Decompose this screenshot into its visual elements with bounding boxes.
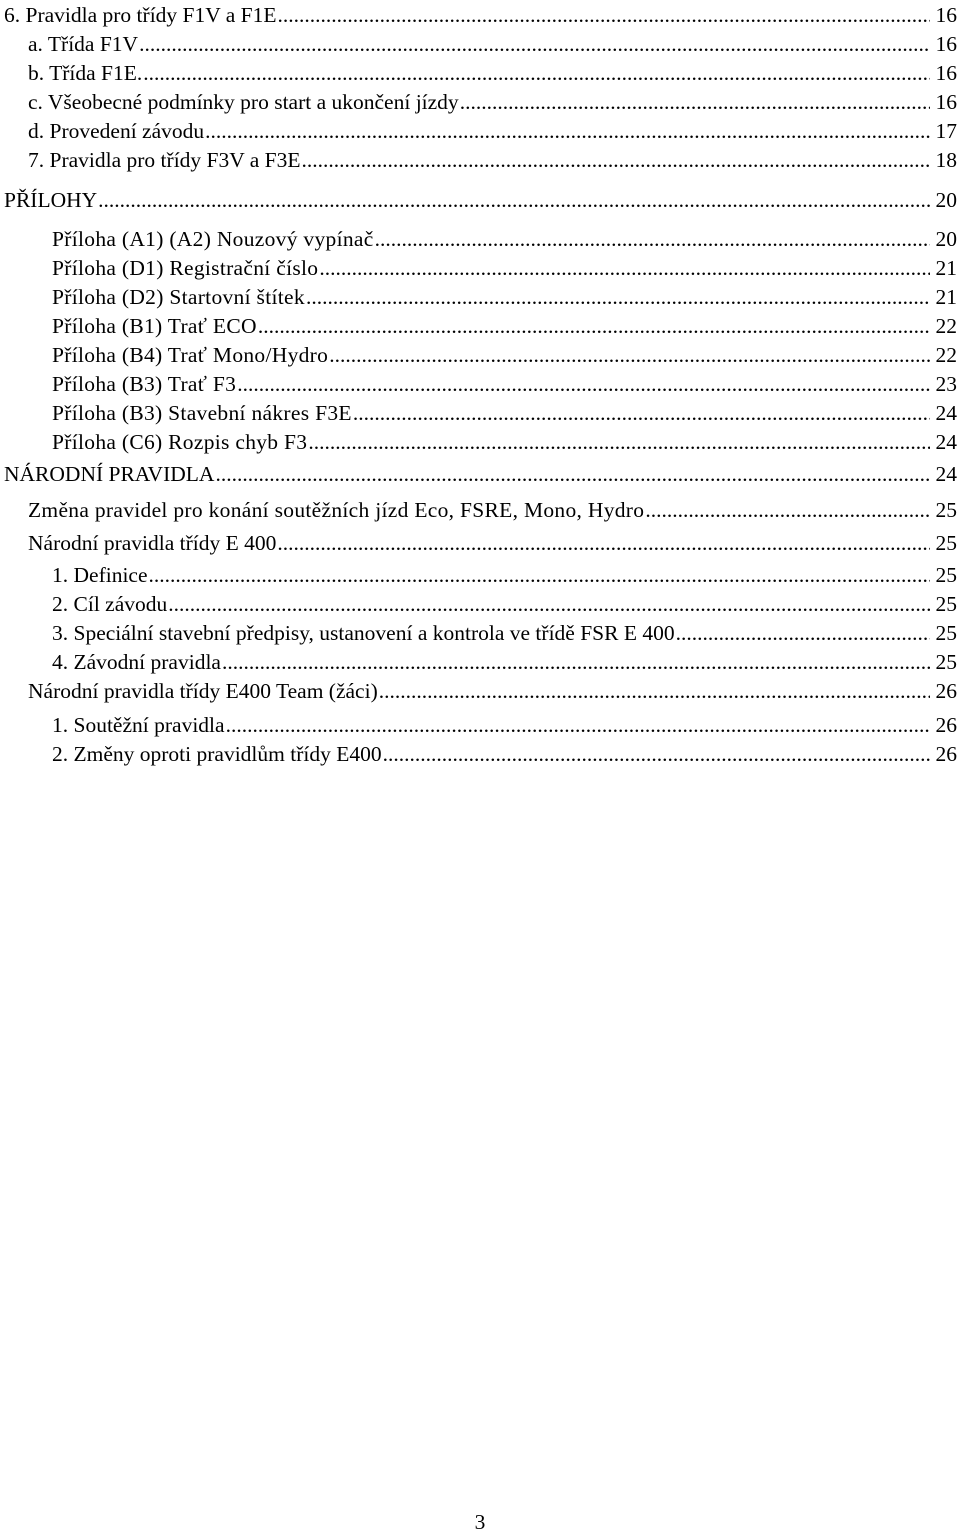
toc-entry-label: Příloha (B1) Trať ECO xyxy=(52,314,257,338)
toc-entry-label: Příloha (D1) Registrační číslo xyxy=(52,256,319,280)
toc-leader-dots xyxy=(143,60,930,86)
toc-entry[interactable] xyxy=(52,712,957,738)
toc-entry-page: 16 xyxy=(935,32,957,56)
toc-entry-label: Příloha (A1) (A2) Nouzový vypínač xyxy=(52,227,374,251)
toc-leader-dots xyxy=(168,591,930,617)
toc-entry[interactable] xyxy=(52,429,957,455)
toc-leader-dots xyxy=(319,255,930,281)
toc-entry-label: 1. Soutěžní pravidla xyxy=(52,713,225,737)
toc-leader-dots xyxy=(215,461,930,487)
toc-leader-dots xyxy=(460,89,930,115)
toc-entry-page: 16 xyxy=(935,3,957,27)
toc-entry-page: 24 xyxy=(935,401,957,425)
toc-entry[interactable] xyxy=(4,187,957,213)
toc-entry[interactable] xyxy=(28,89,957,115)
toc-leader-dots xyxy=(277,530,930,556)
toc-entry-label: Příloha (D2) Startovní štítek xyxy=(52,285,305,309)
toc-entry-page: 20 xyxy=(935,188,957,212)
toc-entry[interactable] xyxy=(52,649,957,675)
toc-entry-page: 16 xyxy=(935,61,957,85)
toc-leader-dots xyxy=(379,678,930,704)
page-number: 3 xyxy=(474,1510,486,1534)
toc-entry-label: a. Třída F1V xyxy=(28,32,139,56)
toc-entry-label: 1. Definice xyxy=(52,563,148,587)
toc-entry[interactable] xyxy=(28,31,957,57)
toc-entry-label: 7. Pravidla pro třídy F3V a F3E xyxy=(28,148,301,172)
toc-entry-label: d. Provedení závodu xyxy=(28,119,205,143)
toc-entry-page: 25 xyxy=(935,592,957,616)
toc-entry[interactable] xyxy=(28,118,957,144)
toc-entry-label: 2. Cíl závodu xyxy=(52,592,168,616)
toc-leader-dots xyxy=(222,649,930,675)
toc-leader-dots xyxy=(306,284,930,310)
toc-entry[interactable] xyxy=(52,371,957,397)
toc-entry[interactable] xyxy=(52,591,957,617)
toc-entry-label: 6. Pravidla pro třídy F1V a F1E xyxy=(4,3,277,27)
toc-entry[interactable] xyxy=(52,342,957,368)
toc-entry-page: 25 xyxy=(935,531,957,555)
toc-entry[interactable] xyxy=(28,497,957,523)
toc-entry-label: Příloha (B4) Trať Mono/Hydro xyxy=(52,343,329,367)
toc-entry[interactable] xyxy=(52,562,957,588)
toc-leader-dots xyxy=(278,2,930,28)
toc-entry[interactable] xyxy=(28,60,957,86)
toc-entry[interactable] xyxy=(4,2,957,28)
toc-leader-dots xyxy=(329,342,930,368)
toc-entry[interactable] xyxy=(52,284,957,310)
toc-entry-page: 20 xyxy=(935,227,957,251)
toc-leader-dots xyxy=(139,31,930,57)
toc-entry-page: 18 xyxy=(935,148,957,172)
toc-entry[interactable] xyxy=(52,400,957,426)
toc-entry-page: 24 xyxy=(935,462,957,486)
toc-leader-dots xyxy=(375,226,930,252)
toc-entry-page: 25 xyxy=(935,563,957,587)
toc-entry-label: Národní pravidla třídy E400 Team (žáci) xyxy=(28,679,378,703)
toc-entry[interactable] xyxy=(52,620,957,646)
toc-entry[interactable] xyxy=(28,147,957,173)
toc-leader-dots xyxy=(149,562,930,588)
toc-entry-page: 23 xyxy=(935,372,957,396)
toc-entry-page: 26 xyxy=(935,679,957,703)
toc-entry-label: 2. Změny oproti pravidlům třídy E400 xyxy=(52,742,382,766)
toc-entry-label: Příloha (B3) Trať F3 xyxy=(52,372,237,396)
toc-entry-page: 25 xyxy=(935,621,957,645)
toc-entry-page: 26 xyxy=(935,742,957,766)
toc-entry[interactable] xyxy=(28,530,957,556)
toc-entry-page: 21 xyxy=(935,285,957,309)
toc-leader-dots xyxy=(676,620,930,646)
toc-entry-page: 22 xyxy=(935,343,957,367)
toc-entry-label: 3. Speciální stavební předpisy, ustanovení a kontrola ve třídě FSR E 400 xyxy=(52,621,675,645)
toc-leader-dots xyxy=(308,429,930,455)
toc-entry-page: 17 xyxy=(935,119,957,143)
toc-entry-label: 4. Závodní pravidla xyxy=(52,650,221,674)
toc-entry-page: 26 xyxy=(935,713,957,737)
toc-leader-dots xyxy=(302,147,930,173)
toc-entry-page: 22 xyxy=(935,314,957,338)
toc-entry[interactable] xyxy=(52,255,957,281)
toc-entry[interactable] xyxy=(52,226,957,252)
toc-entry[interactable] xyxy=(52,741,957,767)
toc-leader-dots xyxy=(237,371,930,397)
toc-leader-dots xyxy=(383,741,930,767)
toc-entry-label: Národní pravidla třídy E 400 xyxy=(28,531,277,555)
toc-entry-page: 25 xyxy=(935,650,957,674)
toc-entry-page: 25 xyxy=(935,498,957,522)
toc-entry[interactable] xyxy=(52,313,957,339)
toc-entry-label: PŘÍLOHY xyxy=(4,188,98,212)
toc-entry-page: 24 xyxy=(935,430,957,454)
toc-leader-dots xyxy=(645,497,930,523)
toc-entry[interactable] xyxy=(4,461,957,487)
toc-leader-dots xyxy=(258,313,930,339)
toc-entry-label: Změna pravidel pro konání soutěžních jízd Eco, FSRE, Mono, Hydro xyxy=(28,498,645,522)
toc-entry-label: b. Třída F1E. xyxy=(28,61,143,85)
toc-entry-label: c. Všeobecné podmínky pro start a ukončení jízdy xyxy=(28,90,459,114)
toc-entry-label: Příloha (B3) Stavební nákres F3E xyxy=(52,401,352,425)
toc-entry[interactable] xyxy=(28,678,957,704)
toc-entry-label: NÁRODNÍ PRAVIDLA xyxy=(4,462,215,486)
toc-leader-dots xyxy=(205,118,930,144)
toc-leader-dots xyxy=(226,712,930,738)
toc-leader-dots xyxy=(353,400,930,426)
toc-leader-dots xyxy=(98,187,930,213)
toc-entry-page: 21 xyxy=(935,256,957,280)
toc-entry-page: 16 xyxy=(935,90,957,114)
toc-entry-label: Příloha (C6) Rozpis chyb F3 xyxy=(52,430,308,454)
